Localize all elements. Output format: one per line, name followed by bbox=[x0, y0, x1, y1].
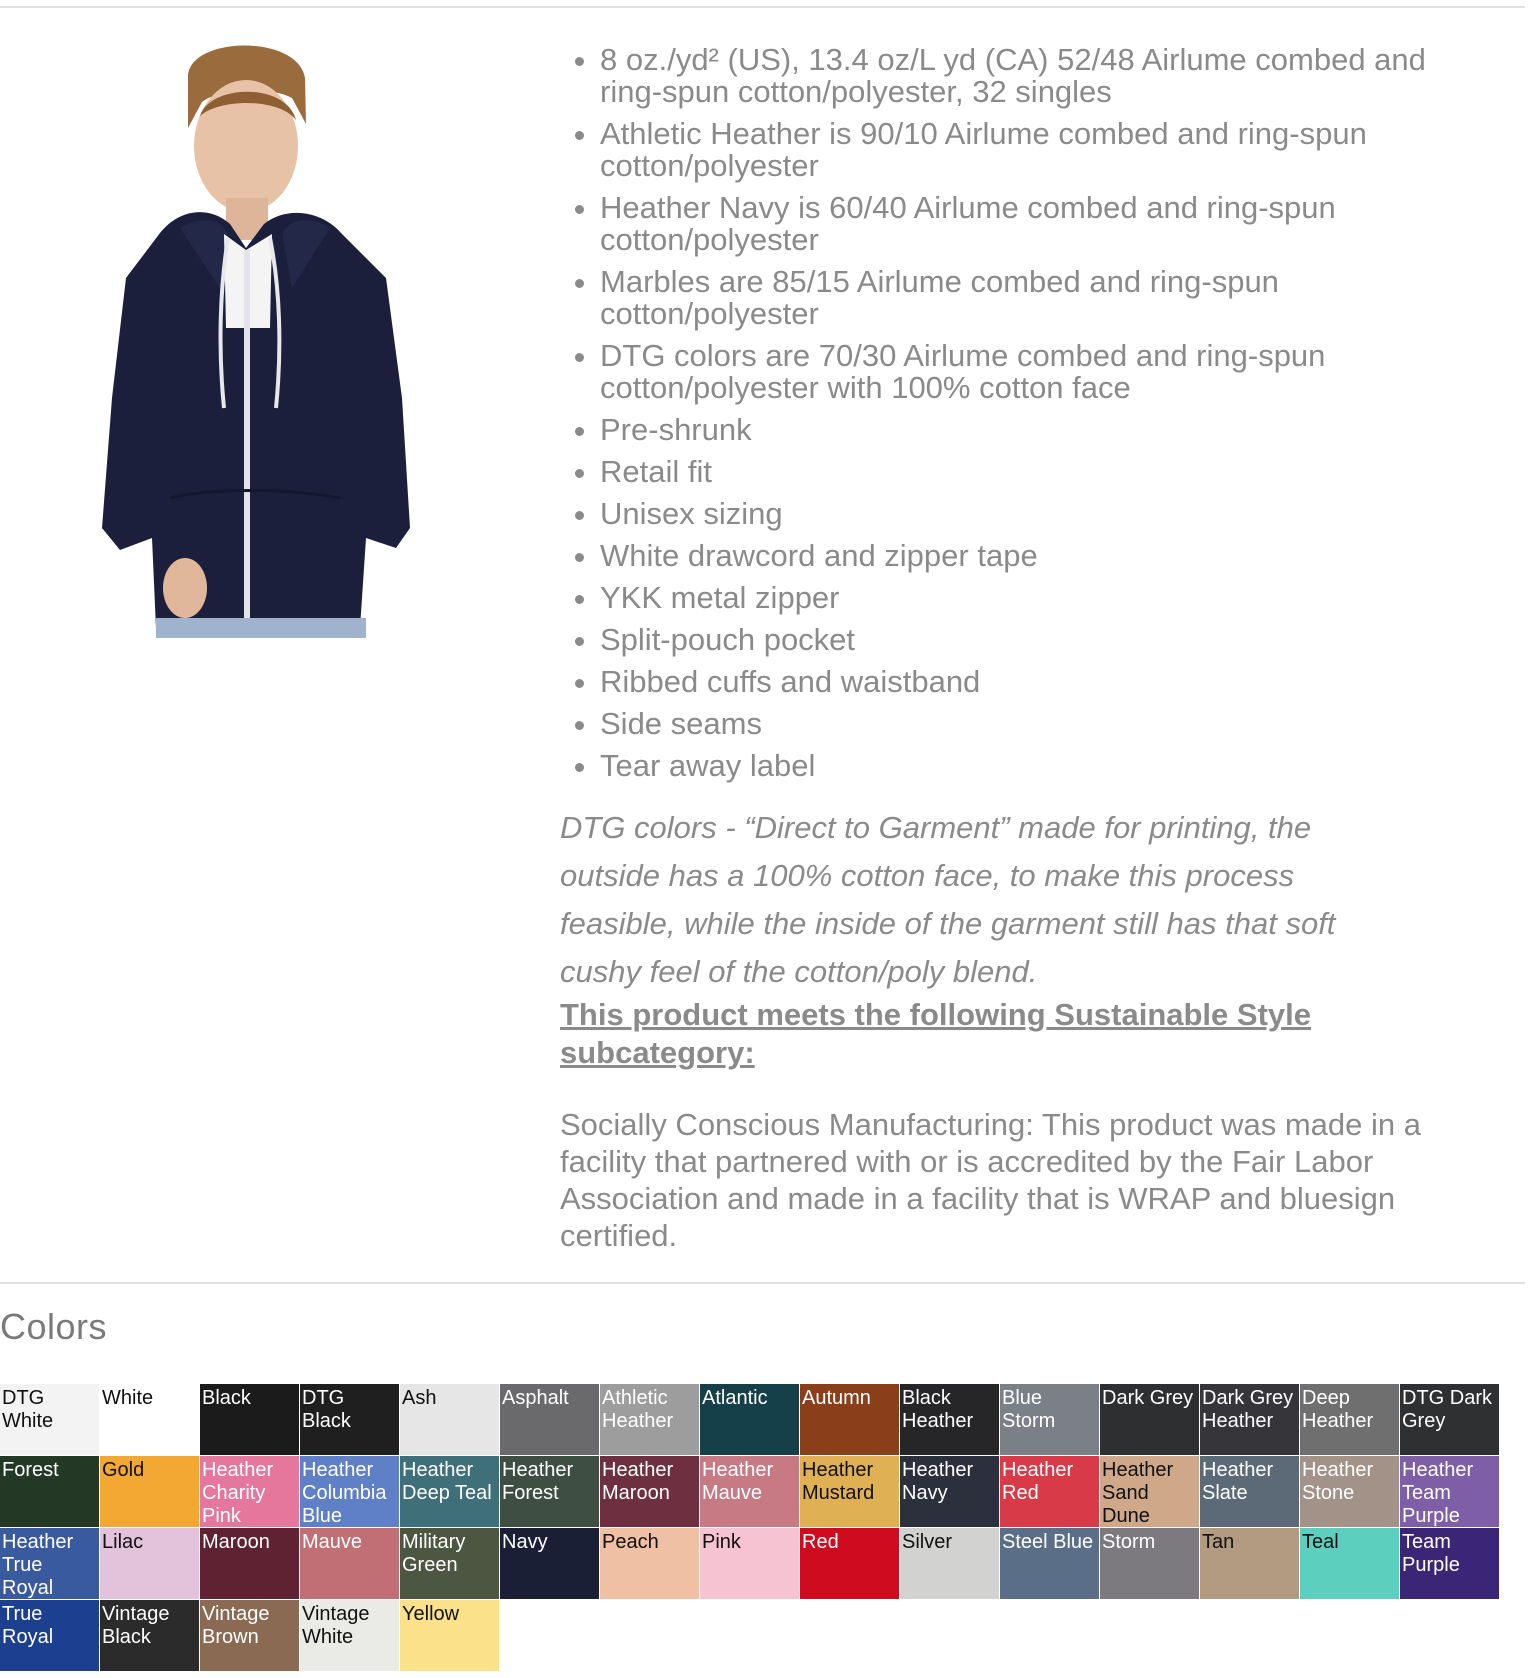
product-details bbox=[560, 44, 1460, 1254]
color-swatch[interactable]: White bbox=[100, 1384, 200, 1456]
sustainable-style-heading: This product meets the following Sustainable Style subcategory: bbox=[560, 997, 1311, 1070]
color-swatch[interactable]: Mauve bbox=[300, 1528, 400, 1600]
color-swatch[interactable]: Black bbox=[200, 1384, 300, 1456]
color-swatch[interactable]: True Royal bbox=[0, 1600, 100, 1672]
top-divider bbox=[0, 6, 1525, 8]
feature-item: • Athletic Heather is 90/10 Airlume combed and ring-spun cotton/polyester bbox=[600, 118, 1460, 182]
color-swatch[interactable]: Heather Forest bbox=[500, 1456, 600, 1528]
feature-item: • Heather Navy is 60/40 Airlume combed and ring-spun cotton/polyester bbox=[600, 192, 1460, 256]
color-swatch[interactable]: Heather Deep Teal bbox=[400, 1456, 500, 1528]
color-swatch[interactable]: Heather Mauve bbox=[700, 1456, 800, 1528]
color-swatch[interactable]: DTG White bbox=[0, 1384, 100, 1456]
hoodie-model-photo bbox=[60, 28, 450, 658]
color-swatch[interactable]: Heather Red bbox=[1000, 1456, 1100, 1528]
color-swatch[interactable]: DTG Black bbox=[300, 1384, 400, 1456]
color-swatch[interactable]: Steel Blue bbox=[1000, 1528, 1100, 1600]
color-swatch[interactable]: Heather Charity Pink bbox=[200, 1456, 300, 1528]
color-swatch[interactable]: Vintage Black bbox=[100, 1600, 200, 1672]
feature-item: • Pre-shrunk bbox=[600, 414, 1460, 446]
color-swatch[interactable]: Storm bbox=[1100, 1528, 1200, 1600]
color-swatch[interactable]: Silver bbox=[900, 1528, 1000, 1600]
color-swatch[interactable]: Deep Heather bbox=[1300, 1384, 1400, 1456]
feature-list bbox=[560, 44, 1460, 782]
color-swatch[interactable]: Yellow bbox=[400, 1600, 500, 1672]
color-swatch[interactable]: Autumn bbox=[800, 1384, 900, 1456]
feature-item: • YKK metal zipper bbox=[600, 582, 1460, 614]
feature-item: • Split-pouch pocket bbox=[600, 624, 1460, 656]
color-swatch[interactable]: Heather Slate bbox=[1200, 1456, 1300, 1528]
color-swatch-grid bbox=[0, 1384, 1500, 1672]
color-swatch[interactable]: Military Green bbox=[400, 1528, 500, 1600]
color-swatch[interactable]: Blue Storm bbox=[1000, 1384, 1100, 1456]
feature-item: • Unisex sizing bbox=[600, 498, 1460, 530]
dtg-note: DTG colors - “Direct to Garment” made for printing, the outside has a 100% cotton face, to make this process feasible, while the inside of the garment still has that soft cushy feel of the cotton/poly blend. bbox=[560, 810, 1336, 989]
color-swatch[interactable]: Atlantic bbox=[700, 1384, 800, 1456]
color-swatch[interactable]: Heather Navy bbox=[900, 1456, 1000, 1528]
feature-item: • DTG colors are 70/30 Airlume combed and ring-spun cotton/polyester with 100% cotton face bbox=[600, 340, 1460, 404]
colors-divider bbox=[0, 1282, 1525, 1284]
color-swatch[interactable]: Heather Mustard bbox=[800, 1456, 900, 1528]
color-swatch[interactable]: Peach bbox=[600, 1528, 700, 1600]
color-swatch[interactable]: Navy bbox=[500, 1528, 600, 1600]
color-swatch[interactable]: Lilac bbox=[100, 1528, 200, 1600]
feature-item: • White drawcord and zipper tape bbox=[600, 540, 1460, 572]
color-swatch[interactable]: Heather Stone bbox=[1300, 1456, 1400, 1528]
color-swatch[interactable]: Tan bbox=[1200, 1528, 1300, 1600]
color-swatch[interactable]: Athletic Heather bbox=[600, 1384, 700, 1456]
color-swatch[interactable]: Heather Columbia Blue bbox=[300, 1456, 400, 1528]
feature-item: • Tear away label bbox=[600, 750, 1460, 782]
feature-item: • Ribbed cuffs and waistband bbox=[600, 666, 1460, 698]
color-swatch[interactable]: Heather Team Purple bbox=[1400, 1456, 1500, 1528]
color-swatch[interactable]: Vintage White bbox=[300, 1600, 400, 1672]
colors-title: Colors bbox=[0, 1306, 108, 1347]
feature-item: • Marbles are 85/15 Airlume combed and ring-spun cotton/polyester bbox=[600, 266, 1460, 330]
color-swatch[interactable]: Gold bbox=[100, 1456, 200, 1528]
color-swatch[interactable]: Vintage Brown bbox=[200, 1600, 300, 1672]
color-swatch[interactable]: Heather True Royal bbox=[0, 1528, 100, 1600]
color-swatch[interactable]: Team Purple bbox=[1400, 1528, 1500, 1600]
color-swatch[interactable]: DTG Dark Grey bbox=[1400, 1384, 1500, 1456]
sustainable-style-text: Socially Conscious Manufacturing: This product was made in a facility that partnered with or is accredited by the Fair Labor Association and made in a facility that is WRAP and bluesign certified. bbox=[560, 1107, 1421, 1253]
feature-item: • 8 oz./yd² (US), 13.4 oz/L yd (CA) 52/48 Airlume combed and ring-spun cotton/polyester, 32 singles bbox=[600, 44, 1460, 108]
color-swatch[interactable]: Ash bbox=[400, 1384, 500, 1456]
color-swatch[interactable]: Heather Sand Dune bbox=[1100, 1456, 1200, 1528]
color-swatch[interactable]: Teal bbox=[1300, 1528, 1400, 1600]
color-swatch[interactable]: Maroon bbox=[200, 1528, 300, 1600]
color-swatch[interactable]: Red bbox=[800, 1528, 900, 1600]
color-swatch[interactable]: Dark Grey Heather bbox=[1200, 1384, 1300, 1456]
color-swatch[interactable]: Dark Grey bbox=[1100, 1384, 1200, 1456]
color-swatch[interactable]: Asphalt bbox=[500, 1384, 600, 1456]
color-swatch[interactable]: Heather Maroon bbox=[600, 1456, 700, 1528]
color-swatch[interactable]: Black Heather bbox=[900, 1384, 1000, 1456]
feature-item: • Retail fit bbox=[600, 456, 1460, 488]
color-swatch[interactable]: Pink bbox=[700, 1528, 800, 1600]
color-swatch[interactable]: Forest bbox=[0, 1456, 100, 1528]
feature-item: • Side seams bbox=[600, 708, 1460, 740]
